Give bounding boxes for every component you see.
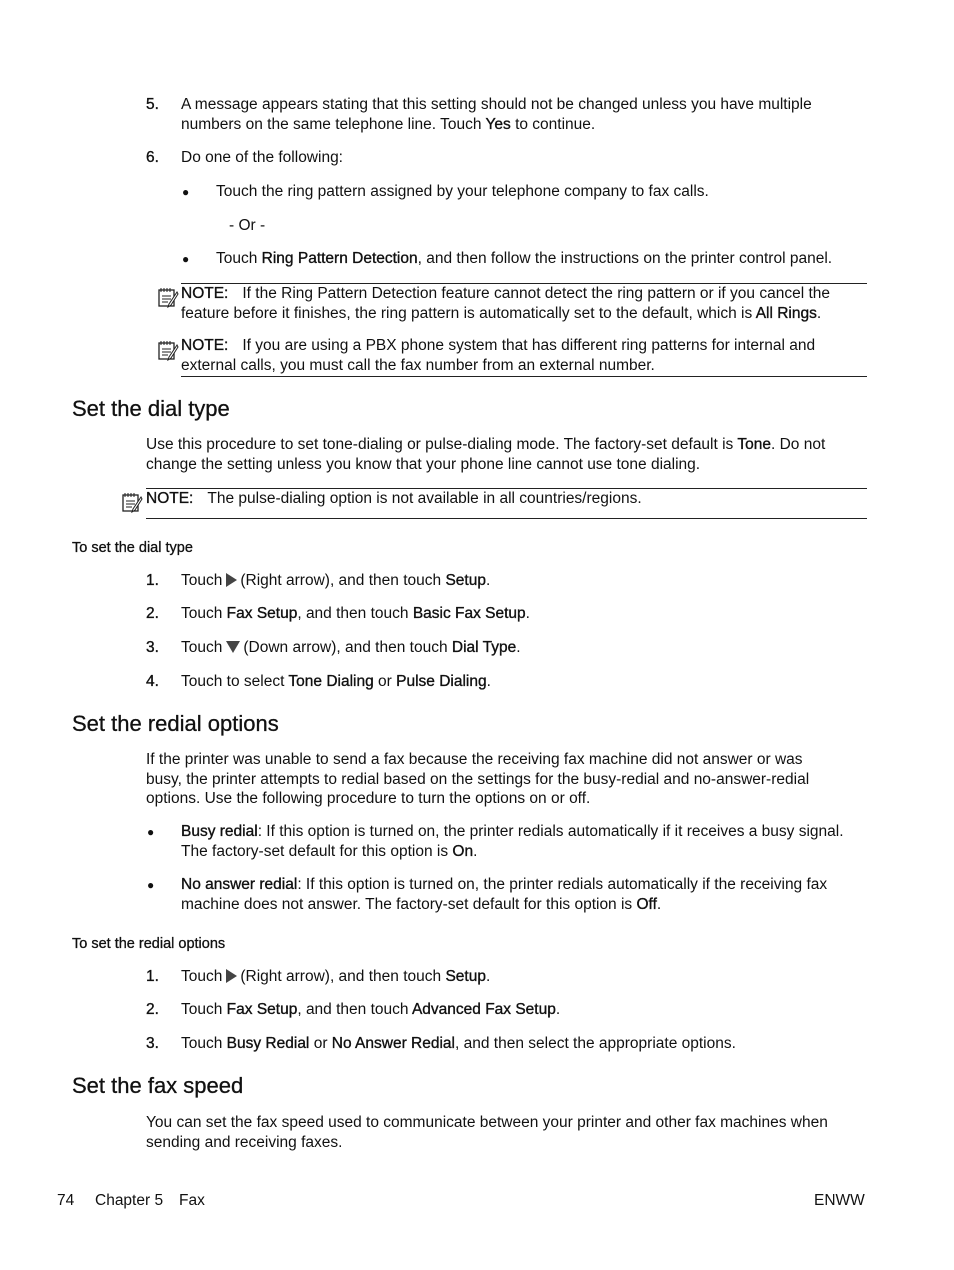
bullet-icon: ● (182, 185, 190, 199)
step-number: 2. (146, 1001, 159, 1018)
step-number: 3. (146, 1035, 159, 1052)
section-heading: Set the fax speed (72, 1073, 244, 1098)
note-line: external calls, you must call the fax number from an external number. (181, 356, 655, 374)
note-line: NOTE: If the Ring Pattern Detection feature cannot detect the ring pattern or if you cancel the (181, 285, 831, 302)
step-number: 4. (146, 673, 159, 690)
bullet-icon: ● (147, 878, 155, 892)
step-text: Touch to select Tone Dialing or Pulse Dialing. (181, 673, 491, 690)
right-arrow-icon (226, 573, 237, 587)
down-arrow-icon (226, 641, 240, 653)
section-heading: Set the dial type (72, 396, 230, 421)
note-line: feature before it finishes, the ring pattern is automatically set to the default, which is All Rings. (181, 304, 822, 322)
note-box (146, 488, 867, 519)
bullet-text: Busy redial: If this option is turned on, the printer redials automatically if it receives a busy signal. The factory-set default for this option is On. (181, 823, 844, 860)
step-number: 1. (146, 572, 159, 589)
note-label: NOTE: (146, 490, 194, 507)
bullet-icon: ● (182, 252, 190, 266)
step-number: 1. (146, 968, 159, 985)
paragraph: Use this procedure to set tone-dialing or pulse-dialing mode. The factory-set default is Tone. Do not change the setting unless you know that your phone line cannot use tone dialing. (146, 436, 826, 473)
or-separator: - Or - (229, 217, 266, 234)
step-number: 2. (146, 605, 159, 622)
step-line: A message appears stating that this setting should not be changed unless you have multiple (181, 96, 812, 113)
bullet-text: Touch Ring Pattern Detection, and then follow the instructions on the printer control panel. (216, 250, 833, 267)
subheading: To set the redial options (72, 936, 226, 952)
bullet-icon: ● (147, 825, 155, 839)
bullet-text: No answer redial: If this option is turned on, the printer redials automatically if the receiving fax machine does not answer. The factory-set default for this option is Off. (181, 876, 828, 913)
chapter-title: Fax (179, 1192, 205, 1209)
note-label: NOTE: (181, 337, 229, 354)
note-icon (157, 286, 179, 308)
step-text: Touch Fax Setup, and then touch Basic Fax Setup. (181, 605, 530, 622)
right-arrow-icon (226, 969, 237, 983)
step-number: 3. (146, 639, 159, 656)
note-line: NOTE: The pulse-dialing option is not available in all countries/regions. (146, 490, 642, 507)
step-text (181, 95, 871, 134)
step-text: Touch (Right arrow), and then touch Setup. (181, 968, 491, 985)
section-heading: Set the redial options (72, 711, 279, 736)
note-box (181, 283, 867, 323)
step-number: 5. (146, 96, 159, 113)
step-text: Touch Busy Redial or No Answer Redial, and then select the appropriate options. (181, 1035, 736, 1052)
step-line: numbers on the same telephone line. Touch Yes to continue. (181, 115, 596, 133)
step-text: Do one of the following: (181, 149, 343, 166)
page-number: 74 (57, 1192, 75, 1209)
paragraph: If the printer was unable to send a fax because the receiving fax machine did not answer or was busy, the printer attempts to redial based on the settings for the busy-redial and no-answer-redial options. Use the following procedure to turn the options on or off. (146, 751, 810, 808)
subheading: To set the dial type (72, 540, 193, 556)
note-icon (157, 339, 179, 361)
paragraph: You can set the fax speed used to communicate between your printer and other fax machines when sending and receiving faxes. (146, 1114, 828, 1151)
footer-right: ENWW (814, 1192, 865, 1209)
note-icon (121, 491, 143, 513)
step-text: Touch (Right arrow), and then touch Setup. (181, 572, 491, 589)
note-box (181, 336, 867, 377)
note-line: NOTE: If you are using a PBX phone system that has different ring patterns for internal and (181, 337, 816, 354)
chapter-label: Chapter 5 (95, 1192, 164, 1209)
step-number: 6. (146, 149, 159, 166)
step-text: Touch (Down arrow), and then touch Dial Type. (181, 639, 521, 656)
bullet-text: Touch the ring pattern assigned by your telephone company to fax calls. (216, 183, 709, 200)
step-text: Touch Fax Setup, and then touch Advanced Fax Setup. (181, 1001, 561, 1018)
note-label: NOTE: (181, 285, 229, 302)
